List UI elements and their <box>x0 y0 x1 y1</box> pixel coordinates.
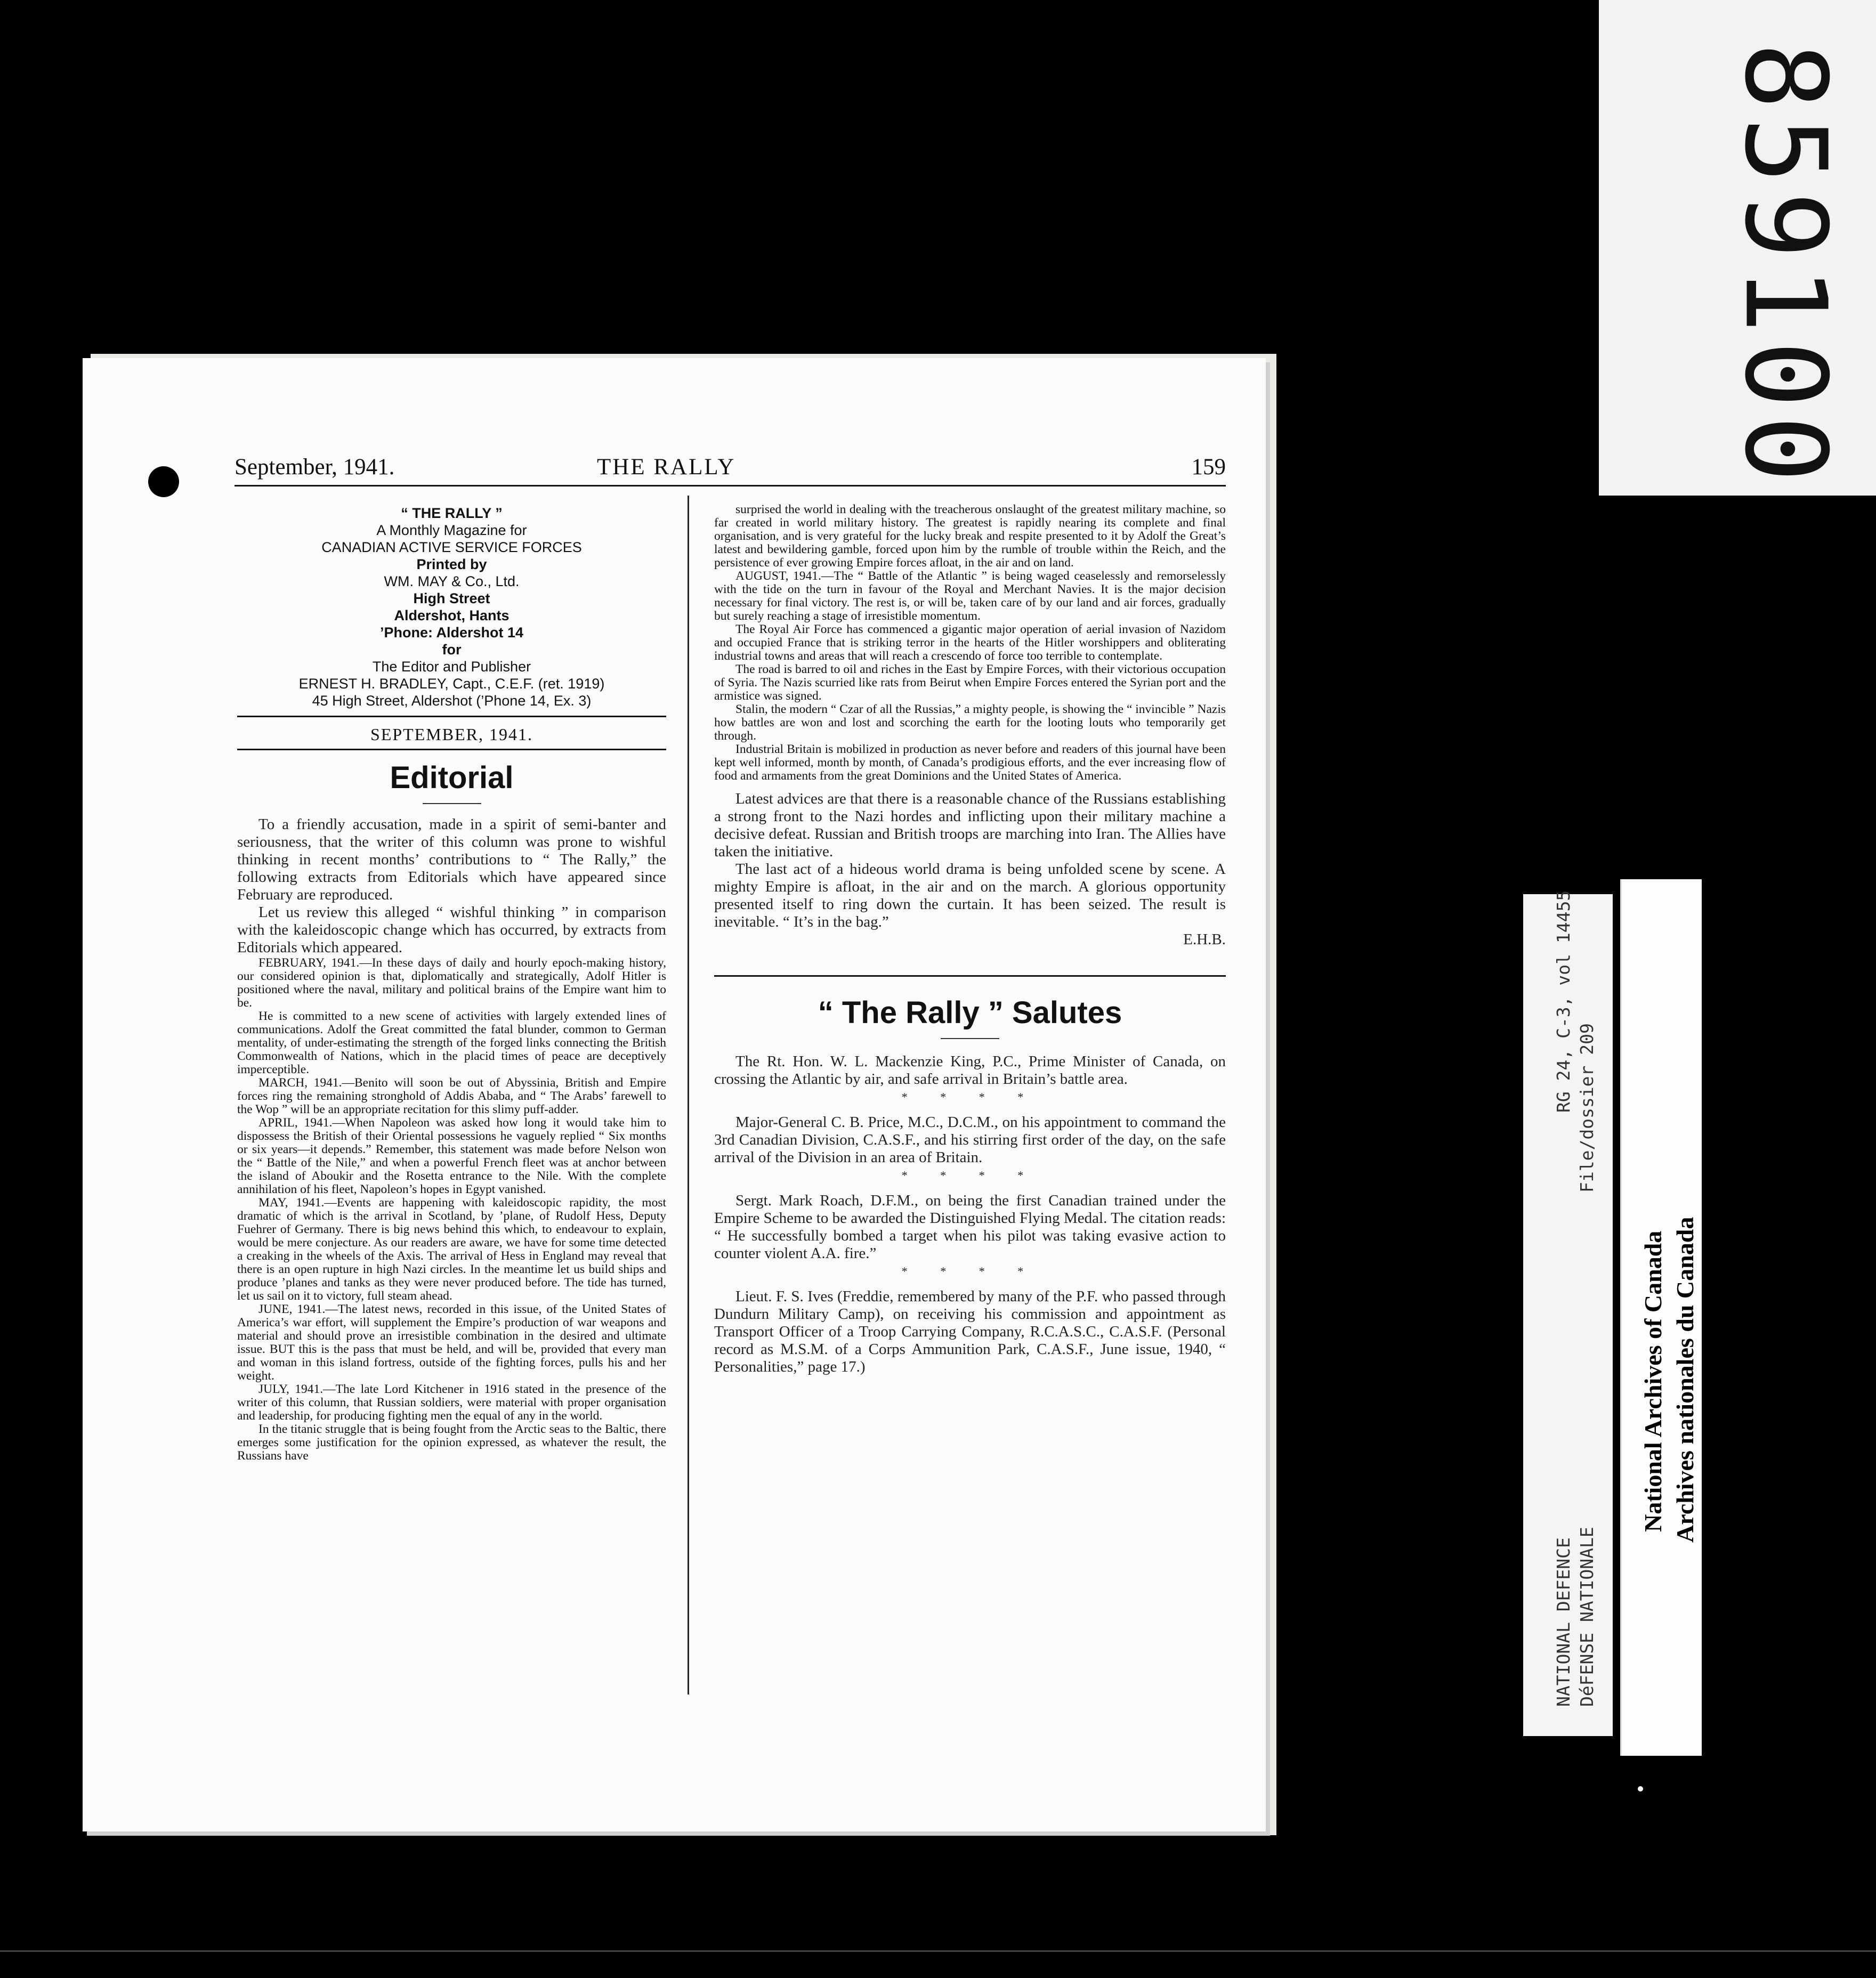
archive-line-2: File/dossier 209 <box>1576 1023 1597 1193</box>
frame-digit: 8 <box>1720 42 1851 110</box>
frame-digit: 9 <box>1720 191 1851 259</box>
masthead-line: for <box>442 642 462 658</box>
header-title: THE RALLY <box>597 455 736 480</box>
editorial-continued <box>714 503 1226 783</box>
page-number: 159 <box>1191 455 1226 480</box>
masthead-line: CANADIAN ACTIVE SERVICE FORCES <box>321 539 582 555</box>
paragraph: Stalin, the modern “ Czar of all the Russias,” a mighty people, is showing the “ invincible ” Nazis how battles are won and lost and scorching the earth for the looting louts who temporarily get through. <box>714 702 1226 743</box>
archives-line-1: National Archives of Canada <box>1639 1230 1667 1532</box>
paragraph: To a friendly accusation, made in a spirit of semi-banter and seriousness, that the writer of this column was prone to wishful thinking in recent months’ contributions to “ The Rally,” the following extracts from Editorials which have appeared since February are reproduced. <box>237 816 666 903</box>
masthead-rule-bottom <box>237 749 666 750</box>
paragraph: Let us review this alleged “ wishful thinking ” in comparison with the kaleidoscopic change which has occurred, by extracts from Editorials which appeared. <box>237 904 666 956</box>
salute-item: Sergt. Mark Roach, D.F.M., on being the first Canadian trained under the Empire Scheme to be awarded the Distinguished Flying Medal. The citation reads: “ He successfully bombed a target when his pilot was taking evasive action to counter violent A.A. fire.” <box>714 1192 1226 1262</box>
paragraph: In the titanic struggle that is being fought from the Arctic seas to the Baltic, there emerges some justification for the opinion expressed, as whatever the result, the Russians have <box>237 1422 666 1463</box>
masthead-line: High Street <box>413 590 490 606</box>
salute-item: Major-General C. B. Price, M.C., D.C.M., on his appointment to command the 3rd Canadian Division, C.A.S.F., and his stirring first order of the day, on the safe arrival of the Division in an area of Britain. <box>714 1114 1226 1166</box>
archive-call-text <box>1523 890 1613 1736</box>
paragraph: The road is barred to oil and riches in the East by Empire Forces, with their victorious occupation of Syria. The Nazis scurried like rats from Beirut when Empire Forces entered the Syrian port and the armistice was signed. <box>714 662 1226 703</box>
section-rule <box>714 975 1226 977</box>
page-header <box>234 454 1226 480</box>
archives-line-2: Archives nationales du Canada <box>1671 1217 1699 1543</box>
header-date: September, 1941. <box>234 455 395 480</box>
film-edge-line <box>0 1950 1876 1952</box>
paragraph: The Royal Air Force has commenced a gigantic major operation of aerial invasion of Nazidom and occupied France that is striking terror in the hearts of the Hitler worshippers and obliterating industrial towns and areas that will reach a crescendo of force too terrible to contemplate. <box>714 622 1226 663</box>
masthead <box>237 505 666 709</box>
masthead-line: A Monthly Magazine for <box>376 522 527 538</box>
label-dot <box>1638 1786 1643 1791</box>
frame-digit: 0 <box>1720 415 1851 483</box>
editorial-title: Editorial <box>390 760 514 795</box>
editorial-extracts <box>237 956 666 1463</box>
editorial-closing <box>714 790 1226 931</box>
frame-digit: 5 <box>1720 117 1851 184</box>
editorial-intro <box>237 816 666 956</box>
paragraph: MARCH, 1941.—Benito will soon be out of Abyssinia, British and Empire forces ring the remaining stronghold of Addis Ababa, and “ The Arabs’ farewell to the Wop ” will be an appropriate recitation for this slimy puff-adder. <box>237 1076 666 1116</box>
column-divider <box>688 496 689 1695</box>
masthead-line: ’Phone: Aldershot 14 <box>379 625 524 641</box>
masthead-line: 45 High Street, Aldershot (’Phone 14, Ex. 3) <box>312 693 592 709</box>
title-underline <box>423 803 481 804</box>
paragraph: Latest advices are that there is a reasonable chance of the Russians establishing a strong front to the Nazi hordes and inflicting upon their military machine a decisive defeat. Russian and British troops are marching into Iran. The Allies have taken the initiative. <box>714 790 1226 860</box>
archive-line-3: NATIONAL DEFENCE <box>1553 1537 1574 1707</box>
masthead-line: Aldershot, Hants <box>394 607 510 623</box>
paragraph: Industrial Britain is mobilized in production as never before and readers of this journal have been kept well informed, month by month, of Canada’s prodigious efforts, and the ever increasing flow of food and armaments from the great Dominions and the United States of America. <box>714 742 1226 783</box>
issue-date: SEPTEMBER, 1941. <box>370 725 533 744</box>
frame-digit: 0 <box>1720 341 1851 408</box>
salutes-title: “ The Rally ” Salutes <box>818 995 1122 1030</box>
paragraph: JULY, 1941.—The late Lord Kitchener in 1916 stated in the presence of the writer of this column, that Russian soldiers, were material with proper organisation and leadership, for producing fighting men the equal of any in the world. <box>237 1382 666 1423</box>
paragraph: JUNE, 1941.—The latest news, recorded in this issue, of the United States of America’s war effort, will supplement the Empire’s production of war weapons and material and should prove an irresistible combination in the desired and ultimate issue. BUT this is the pass that must be held, and will be, provided that every man and woman in this island fortress, outside of the fighting forces, pulls his and her weight. <box>237 1302 666 1383</box>
masthead-rule-top <box>237 716 666 717</box>
punch-hole <box>148 466 179 497</box>
editorial-signature: E.H.B. <box>1183 931 1226 948</box>
paragraph: He is committed to a new scene of activities with largely extended lines of communications. Adolf the Great committed the fatal blunder, common to German mentality, of under-estimating the strength of the forged links connecting the British Commonwealth of Nations, which in the placid times of peace are deceptively imperceptible. <box>237 1009 666 1076</box>
paragraph: The last act of a hideous world drama is being unfolded scene by scene. A mighty Empire is afloat, in the air and on the march. A glorious opportunity presented itself to ring down the curtain. It has been seized. The result is inevitable. “ It’s in the bag.” <box>714 861 1226 930</box>
masthead-line: The Editor and Publisher <box>372 659 531 675</box>
salute-separator: * * * * <box>901 1090 1039 1104</box>
archive-line-4: DéFENSE NATIONALE <box>1576 1527 1597 1707</box>
paragraph: MAY, 1941.—Events are happening with kaleidoscopic rapidity, the most dramatic of which is the arrival in Scotland, by ’plane, of Rudolf Hess, Deputy Fuehrer of Germany. There is big news behind this which, to endeavour to explain, would be mere conjecture. As our readers are aware, we have for some time detected a creaking in the wheels of the Axis. The arrival of Hess in England may reveal that there is an open rupture in high Nazi circles. In the meantime let us build ships and produce ’planes and tanks as they were never produced before. The tide has turned, let us sail on it to victory, full steam ahead. <box>237 1196 666 1303</box>
masthead-line: Printed by <box>416 556 487 572</box>
archive-line-1: RG 24, C-3, vol 14455 <box>1553 890 1574 1113</box>
masthead-line: ERNEST H. BRADLEY, Capt., C.E.F. (ret. 1919) <box>298 676 605 692</box>
header-rule <box>234 485 1226 487</box>
document-page <box>83 358 1266 1831</box>
frame-number <box>1610 11 1851 483</box>
salute-separator: * * * * <box>901 1264 1039 1278</box>
paragraph: FEBRUARY, 1941.—In these days of daily and hourly epoch-making history, our considered opinion is that, diplomatically and strategically, Adolf Hitler is positioned where the naval, military and political brains of the Empire want him to be. <box>237 956 666 1010</box>
paragraph: surprised the world in dealing with the treacherous onslaught of the greatest military machine, so far created in world military history. The greatest is rapidly nearing its complete and final organisation, and is very grateful for the lucky break and respite presented to it by Adolf the Great’s latest and bewildering gamble, forced upon him by the rumble of trouble within the Reich, and the persistence of ever growing Empire forces afloat, in the air and on land. <box>714 502 1226 570</box>
paragraph: APRIL, 1941.—When Napoleon was asked how long it would take him to dispossess the British of their Oriental possessions he vaguely replied “ Six months or six years—it depends.” Remember, this statement was made before Nelson won the “ Battle of the Nile,” and when a powerful French fleet was at anchor between the island of Aboukir and the Rosetta entrance to the Nile. With the complete annihilation of his fleet, Napoleon’s hopes in Egypt vanished. <box>237 1116 666 1196</box>
masthead-line: “ THE RALLY ” <box>401 505 503 521</box>
left-column <box>237 505 666 1463</box>
paragraph: AUGUST, 1941.—The “ Battle of the Atlantic ” is being waged ceaselessly and remorselessly with the tide on the turn in favour of the Royal and Merchant Navies. It is the major decision necessary for final victory. The rest is, or will be, taken care of by our land and air forces, gradually but surely reaching a stage of irresistible momentum. <box>714 569 1226 623</box>
salute-item: The Rt. Hon. W. L. Mackenzie King, P.C., Prime Minister of Canada, on crossing the Atlantic by air, and safe arrival in Britain’s battle area. <box>714 1053 1226 1088</box>
right-column <box>714 503 1226 1376</box>
salutes-underline <box>941 1038 999 1039</box>
salutes-list <box>714 1053 1226 1376</box>
salute-separator: * * * * <box>901 1169 1039 1182</box>
frame-digit: 1 <box>1720 266 1851 334</box>
salute-item: Lieut. F. S. Ives (Freddie, remembered by many of the P.F. who passed through Dundurn Military Camp), on receiving his commission and appointment as Transport Officer of a Troop Carrying Company, R.C.A.S.C., C.A.S.F. (Personal record as M.S.M. of a Corps Ammunition Park, C.A.S.F., June issue, 1940, “ Personalities,” page 17.) <box>714 1288 1226 1375</box>
masthead-line: WM. MAY & Co., Ltd. <box>384 573 520 589</box>
